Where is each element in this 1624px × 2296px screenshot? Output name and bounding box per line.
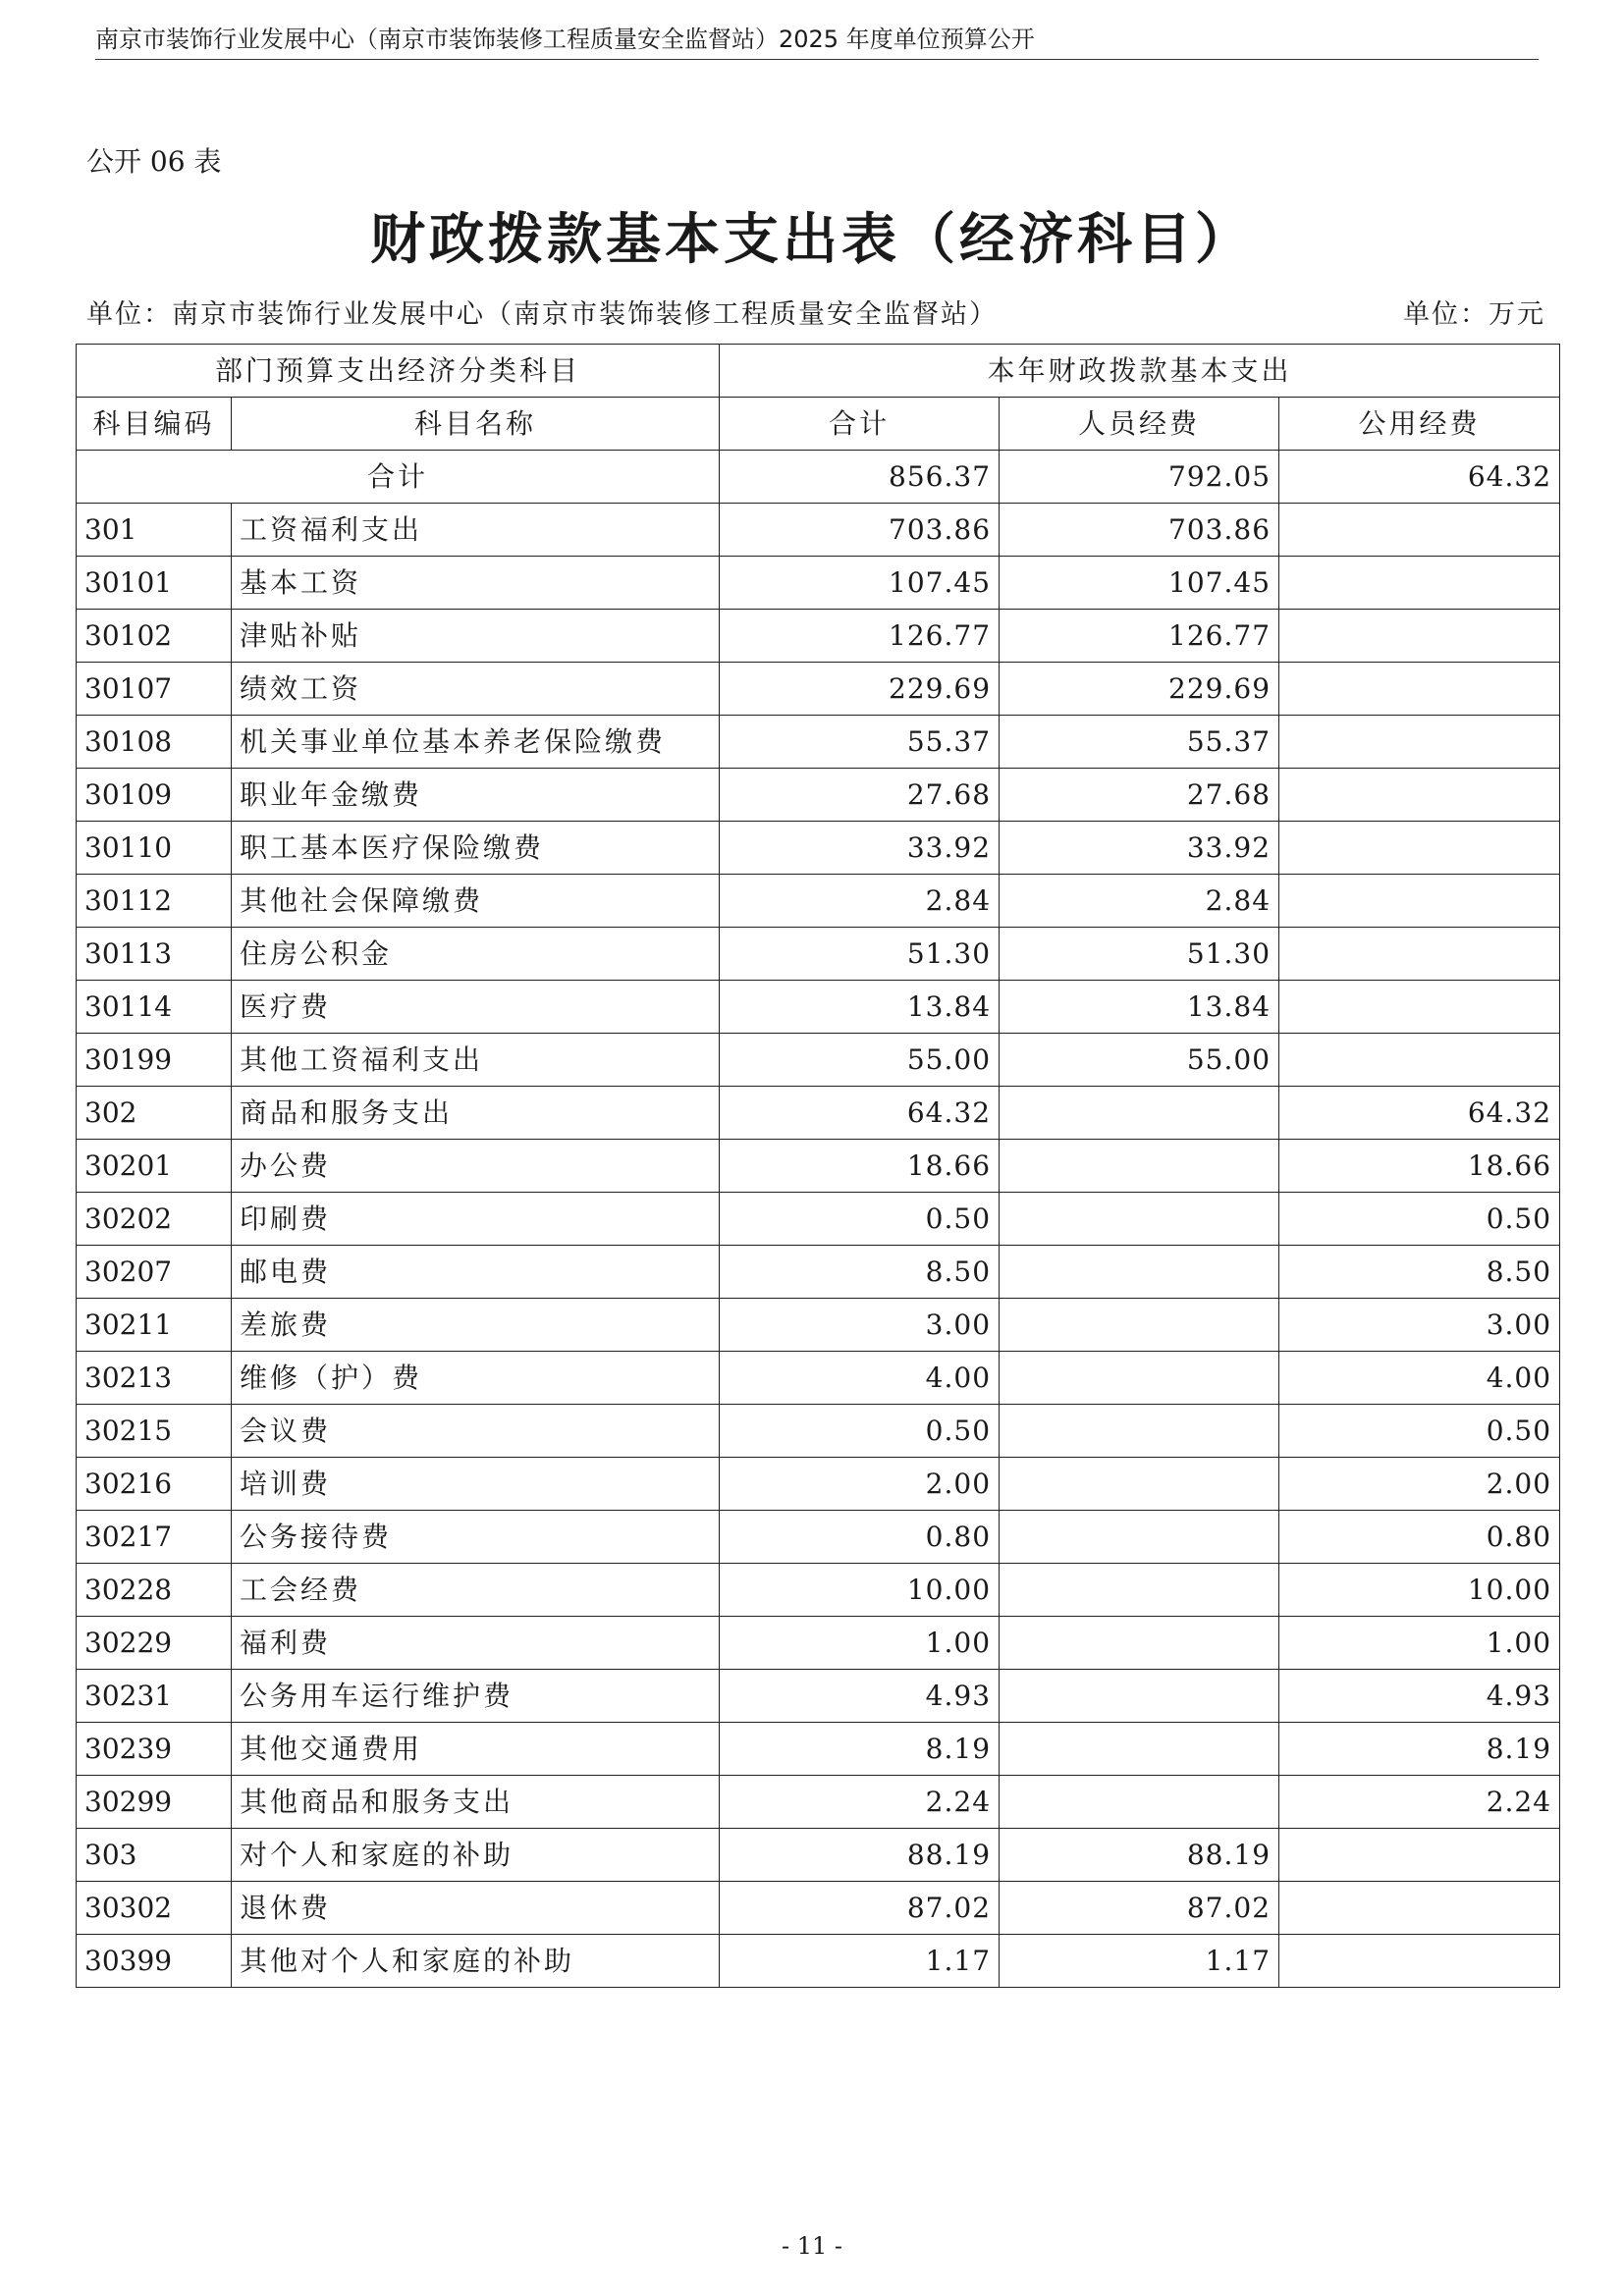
cell-code: 30216: [77, 1458, 232, 1511]
running-header: 南京市装饰行业发展中心（南京市装饰装修工程质量安全监督站）2025 年度单位预算公开: [95, 20, 1539, 60]
cell-code: 30399: [77, 1935, 232, 1988]
cell-name: 绩效工资: [232, 663, 720, 716]
column-header-name: 科目名称: [232, 398, 720, 451]
table-row: [77, 1246, 1560, 1299]
cell-public: [1279, 1882, 1560, 1935]
cell-total: 4.93: [720, 1670, 1000, 1723]
cell-public: 4.93: [1279, 1670, 1560, 1723]
cell-code: 30202: [77, 1193, 232, 1246]
table-row: [77, 1193, 1560, 1246]
cell-public: [1279, 504, 1560, 557]
cell-code: 30207: [77, 1246, 232, 1299]
cell-name: 住房公积金: [232, 928, 720, 981]
total-row-personnel: 792.05: [1000, 451, 1279, 504]
cell-name: 培训费: [232, 1458, 720, 1511]
cell-total: 27.68: [720, 769, 1000, 822]
cell-personnel: 13.84: [1000, 981, 1279, 1034]
cell-total: 87.02: [720, 1882, 1000, 1935]
cell-total: 2.84: [720, 875, 1000, 928]
cell-code: 30228: [77, 1564, 232, 1617]
table-row: [77, 981, 1560, 1034]
cell-name: 其他工资福利支出: [232, 1034, 720, 1087]
cell-public: 0.50: [1279, 1405, 1560, 1458]
cell-name: 医疗费: [232, 981, 720, 1034]
cell-personnel: [1000, 1458, 1279, 1511]
cell-public: [1279, 610, 1560, 663]
cell-personnel: 87.02: [1000, 1882, 1279, 1935]
table-row: [77, 1723, 1560, 1776]
cell-total: 1.00: [720, 1617, 1000, 1670]
table-row: [77, 1034, 1560, 1087]
cell-total: 0.80: [720, 1511, 1000, 1564]
total-row-label: 合计: [77, 451, 720, 504]
cell-personnel: [1000, 1511, 1279, 1564]
cell-personnel: 33.92: [1000, 822, 1279, 875]
cell-name: 其他交通费用: [232, 1723, 720, 1776]
table-row: [77, 610, 1560, 663]
cell-personnel: 51.30: [1000, 928, 1279, 981]
cell-name: 津贴补贴: [232, 610, 720, 663]
table-row: [77, 1352, 1560, 1405]
cell-code: 30215: [77, 1405, 232, 1458]
cell-public: 8.19: [1279, 1723, 1560, 1776]
cell-name: 维修（护）费: [232, 1352, 720, 1405]
total-row: [77, 451, 1560, 504]
table-row: [77, 875, 1560, 928]
cell-name: 福利费: [232, 1617, 720, 1670]
table-row: [77, 928, 1560, 981]
cell-personnel: [1000, 1617, 1279, 1670]
cell-public: 3.00: [1279, 1299, 1560, 1352]
table-id: 公开 06 表: [86, 145, 222, 178]
cell-name: 职工基本医疗保险缴费: [232, 822, 720, 875]
cell-public: 0.80: [1279, 1511, 1560, 1564]
table-row: [77, 769, 1560, 822]
cell-personnel: [1000, 1405, 1279, 1458]
cell-public: [1279, 981, 1560, 1034]
cell-personnel: 55.37: [1000, 716, 1279, 769]
table-row: [77, 1405, 1560, 1458]
cell-total: 88.19: [720, 1829, 1000, 1882]
cell-code: 30199: [77, 1034, 232, 1087]
cell-name: 工会经费: [232, 1564, 720, 1617]
cell-total: 107.45: [720, 557, 1000, 610]
cell-code: 30114: [77, 981, 232, 1034]
cell-code: 30217: [77, 1511, 232, 1564]
cell-public: [1279, 1935, 1560, 1988]
cell-code: 30201: [77, 1140, 232, 1193]
cell-code: 30107: [77, 663, 232, 716]
column-header-row: [77, 398, 1560, 451]
cell-personnel: [1000, 1564, 1279, 1617]
cell-total: 0.50: [720, 1193, 1000, 1246]
cell-total: 55.00: [720, 1034, 1000, 1087]
group-header-classification: 部门预算支出经济分类科目: [77, 345, 720, 398]
cell-code: 30302: [77, 1882, 232, 1935]
cell-personnel: [1000, 1193, 1279, 1246]
column-header-total: 合计: [720, 398, 1000, 451]
cell-public: 2.00: [1279, 1458, 1560, 1511]
cell-code: 30229: [77, 1617, 232, 1670]
table-row: [77, 1776, 1560, 1829]
cell-public: [1279, 822, 1560, 875]
cell-code: 30211: [77, 1299, 232, 1352]
cell-name: 其他商品和服务支出: [232, 1776, 720, 1829]
cell-total: 2.24: [720, 1776, 1000, 1829]
unit-measure: 单位：万元: [1403, 299, 1545, 330]
cell-total: 1.17: [720, 1935, 1000, 1988]
group-header-appropriation: 本年财政拨款基本支出: [720, 345, 1560, 398]
cell-total: 51.30: [720, 928, 1000, 981]
table-row: [77, 504, 1560, 557]
column-header-code: 科目编码: [77, 398, 232, 451]
cell-public: [1279, 716, 1560, 769]
cell-public: 0.50: [1279, 1193, 1560, 1246]
table-row: [77, 1617, 1560, 1670]
column-header-personnel: 人员经费: [1000, 398, 1279, 451]
cell-code: 30109: [77, 769, 232, 822]
cell-personnel: [1000, 1299, 1279, 1352]
cell-public: [1279, 1829, 1560, 1882]
cell-code: 30108: [77, 716, 232, 769]
cell-public: [1279, 875, 1560, 928]
cell-code: 301: [77, 504, 232, 557]
cell-public: 4.00: [1279, 1352, 1560, 1405]
cell-public: 18.66: [1279, 1140, 1560, 1193]
table-row: [77, 663, 1560, 716]
cell-code: 30299: [77, 1776, 232, 1829]
cell-personnel: 2.84: [1000, 875, 1279, 928]
cell-personnel: [1000, 1352, 1279, 1405]
cell-personnel: [1000, 1670, 1279, 1723]
cell-name: 商品和服务支出: [232, 1087, 720, 1140]
table-row: [77, 1564, 1560, 1617]
group-header-row: [77, 345, 1560, 398]
cell-code: 30113: [77, 928, 232, 981]
table-row: [77, 1299, 1560, 1352]
cell-personnel: [1000, 1776, 1279, 1829]
table-row: [77, 1935, 1560, 1988]
cell-code: 30213: [77, 1352, 232, 1405]
cell-name: 退休费: [232, 1882, 720, 1935]
cell-name: 对个人和家庭的补助: [232, 1829, 720, 1882]
page-number: - 11 -: [781, 2232, 842, 2260]
cell-public: 1.00: [1279, 1617, 1560, 1670]
cell-name: 基本工资: [232, 557, 720, 610]
cell-total: 0.50: [720, 1405, 1000, 1458]
table-row: [77, 822, 1560, 875]
page-title: 财政拨款基本支出表（经济科目）: [370, 208, 1254, 272]
cell-total: 8.19: [720, 1723, 1000, 1776]
cell-total: 64.32: [720, 1087, 1000, 1140]
cell-personnel: 88.19: [1000, 1829, 1279, 1882]
cell-personnel: [1000, 1246, 1279, 1299]
table-row: [77, 1670, 1560, 1723]
cell-public: [1279, 1034, 1560, 1087]
cell-code: 30239: [77, 1723, 232, 1776]
cell-total: 33.92: [720, 822, 1000, 875]
cell-name: 邮电费: [232, 1246, 720, 1299]
cell-total: 703.86: [720, 504, 1000, 557]
cell-code: 30101: [77, 557, 232, 610]
cell-public: 10.00: [1279, 1564, 1560, 1617]
cell-total: 229.69: [720, 663, 1000, 716]
cell-total: 13.84: [720, 981, 1000, 1034]
cell-name: 其他社会保障缴费: [232, 875, 720, 928]
cell-personnel: 1.17: [1000, 1935, 1279, 1988]
cell-code: 30112: [77, 875, 232, 928]
cell-code: 302: [77, 1087, 232, 1140]
total-row-public: 64.32: [1279, 451, 1560, 504]
cell-public: 8.50: [1279, 1246, 1560, 1299]
total-row-total: 856.37: [720, 451, 1000, 504]
table-row: [77, 1882, 1560, 1935]
cell-public: 2.24: [1279, 1776, 1560, 1829]
cell-code: 303: [77, 1829, 232, 1882]
cell-total: 10.00: [720, 1564, 1000, 1617]
cell-personnel: [1000, 1723, 1279, 1776]
cell-name: 其他对个人和家庭的补助: [232, 1935, 720, 1988]
cell-name: 办公费: [232, 1140, 720, 1193]
cell-public: [1279, 557, 1560, 610]
cell-total: 4.00: [720, 1352, 1000, 1405]
table-row: [77, 557, 1560, 610]
cell-name: 公务接待费: [232, 1511, 720, 1564]
cell-code: 30231: [77, 1670, 232, 1723]
cell-personnel: 55.00: [1000, 1034, 1279, 1087]
cell-total: 3.00: [720, 1299, 1000, 1352]
cell-name: 差旅费: [232, 1299, 720, 1352]
cell-total: 126.77: [720, 610, 1000, 663]
cell-name: 机关事业单位基本养老保险缴费: [232, 716, 720, 769]
cell-name: 会议费: [232, 1405, 720, 1458]
table-row: [77, 1458, 1560, 1511]
cell-personnel: [1000, 1140, 1279, 1193]
table-row: [77, 1511, 1560, 1564]
cell-name: 职业年金缴费: [232, 769, 720, 822]
unit-organization: 单位：南京市装饰行业发展中心（南京市装饰装修工程质量安全监督站）: [86, 299, 998, 330]
cell-name: 印刷费: [232, 1193, 720, 1246]
cell-total: 8.50: [720, 1246, 1000, 1299]
cell-personnel: 703.86: [1000, 504, 1279, 557]
table-row: [77, 1087, 1560, 1140]
cell-public: [1279, 769, 1560, 822]
cell-personnel: 107.45: [1000, 557, 1279, 610]
table-row: [77, 1140, 1560, 1193]
budget-table: [76, 344, 1560, 1988]
cell-total: 55.37: [720, 716, 1000, 769]
cell-public: 64.32: [1279, 1087, 1560, 1140]
cell-personnel: 229.69: [1000, 663, 1279, 716]
cell-name: 工资福利支出: [232, 504, 720, 557]
table-row: [77, 1829, 1560, 1882]
cell-personnel: 27.68: [1000, 769, 1279, 822]
cell-public: [1279, 663, 1560, 716]
cell-personnel: 126.77: [1000, 610, 1279, 663]
cell-name: 公务用车运行维护费: [232, 1670, 720, 1723]
cell-code: 30110: [77, 822, 232, 875]
cell-total: 18.66: [720, 1140, 1000, 1193]
table-row: [77, 716, 1560, 769]
cell-public: [1279, 928, 1560, 981]
cell-total: 2.00: [720, 1458, 1000, 1511]
column-header-public: 公用经费: [1279, 398, 1560, 451]
cell-personnel: [1000, 1087, 1279, 1140]
cell-code: 30102: [77, 610, 232, 663]
